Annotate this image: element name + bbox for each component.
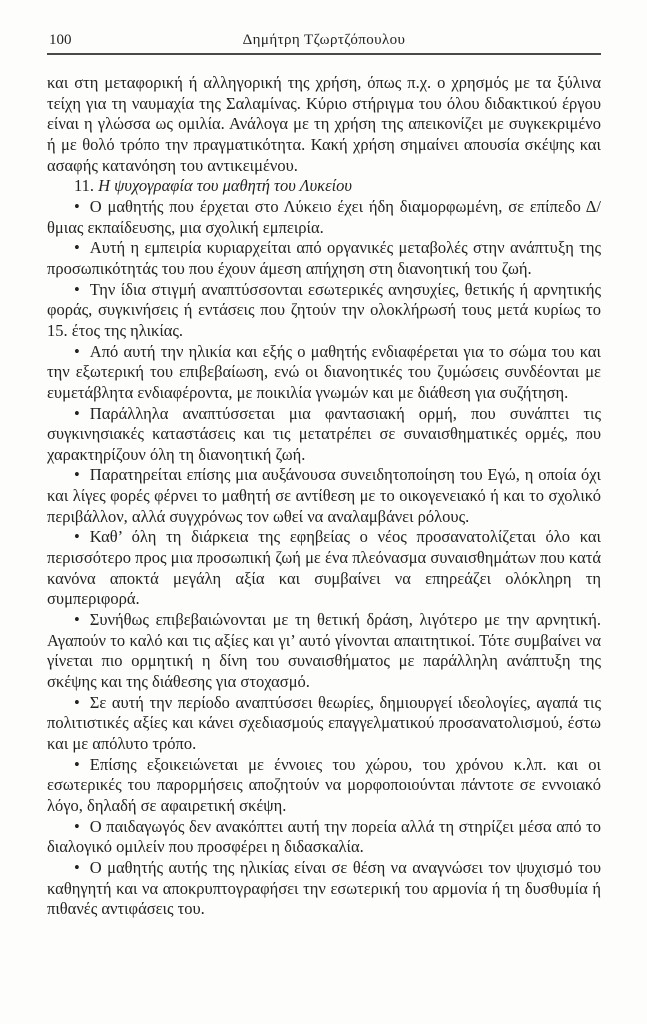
bullet-paragraph (47, 280, 601, 342)
bullet-icon: • (74, 754, 80, 774)
running-title: Δημήτρη Τζωρτζόπουλου (242, 32, 406, 48)
bullet-paragraph (47, 527, 601, 610)
bullet-icon: • (74, 341, 80, 361)
body-paragraph: και στη μεταφορική ή αλληγορική της χρήση, όπως π.χ. ο χρησμός με τα ξύλινα τείχη για τη ναυμαχία της Σαλαμίνας. Κύριο στήριγμα του όλου διδακτικού έργου είναι η γλώσσα ως ομιλία. Ανάλογα με τη χρήση της απεικονίζει με συγκεκριμένο ή με θολό τρόπο την πραγματικότητα. Κακή χρήση σημαίνει απουσία σκέψης και ασαφής κατανόηση του αντικειμένου. (47, 73, 601, 175)
header-rule (47, 53, 601, 55)
bullet-icon: • (74, 692, 80, 712)
bullet-paragraph (47, 755, 601, 817)
page-number: 100 (49, 32, 72, 48)
bullet-text: Επίσης εξοικειώνεται με έννοιες του χώρου, του χρόνου κ.λπ. και οι εσωτερικές του παρορμήσεις αποζητούν να μορφοποιούνται πάντοτε σε εννοιακό λόγο, δηλαδή σε αφαιρετική σκέψη. (47, 754, 601, 815)
bullet-text: Ο μαθητής αυτής της ηλικίας είναι σε θέση να αναγνώσει τον ψυχισμό του καθηγητή και να αποκρυπτογραφήσει την εσωτερική του αρμονία ή τη δυσθυμία ή πιθανές αντιφάσεις του. (47, 857, 601, 919)
bullet-text: Από αυτή την ηλικία και εξής ο μαθητής ενδιαφέρεται για το σώμα του και την εξωτερική του επιβεβαίωση, ενώ οι διανοητικές του ζυμώσεις συνδέονται με ευμετάβλητα ενδιαφέροντα, με ποικιλία γνωμών και με διάθεση για συζήτηση. (47, 341, 601, 402)
bullet-text: Αυτή η εμπειρία κυριαρχείται από οργανικές μεταβολές στην ανάπτυξη της προσωπικότητάς του που έχουν άμεση απήχηση στη διανοητική του ζωή. (47, 238, 601, 278)
bullet-text: Συνήθως επιβεβαιώνονται με τη θετική δράση, λιγότερο με την αρνητική. Αγαπούν το καλό και τις αξίες και γι’ αυτό γίνονται απαιτητικοί. Τότε συμβαίνει να γίνεται πιο ορμητική η δίνη του συναισθήματος με παράλληλη ανάπτυξη της σκέψης και της διάθεσης για στοχασμό. (47, 610, 601, 692)
bullet-icon: • (74, 857, 80, 877)
section-heading (47, 176, 601, 197)
bullet-paragraph (47, 693, 601, 755)
bullet-icon: • (74, 610, 80, 630)
bullet-paragraph (47, 342, 601, 404)
bullet-text: Σε αυτή την περίοδο αναπτύσσει θεωρίες, δημιουργεί ιδεολογίες, αγαπά τις πολιτιστικές αξίες και κάνει σχεδιασμούς επαγγελματικού προσανατολισμού, έστω και με απόλυτο τρόπο. (47, 692, 601, 753)
bullet-text: Ο παιδαγωγός δεν ανακόπτει αυτή την πορεία αλλά τη στηρίζει μέσα από το διαλογικό ομιλείν που προσφέρει η διδασκαλία. (47, 816, 601, 857)
bullet-icon: • (74, 465, 80, 485)
bullet-text: Ο μαθητής που έρχεται στο Λύκειο έχει ήδη διαμορφωμένη, σε επίπεδο Δ/θμιας εκπαίδευσης, μια σχολική εμπειρία. (47, 196, 601, 237)
bullet-paragraph (47, 197, 601, 238)
bullet-paragraph (47, 404, 601, 466)
page-body (47, 73, 601, 920)
bullet-icon: • (74, 238, 80, 258)
bullet-icon: • (74, 279, 80, 299)
bullet-icon: • (74, 816, 80, 836)
bullet-paragraph (47, 238, 601, 279)
section-number: 11. (74, 176, 95, 196)
bullet-paragraph (47, 817, 601, 858)
bullet-icon: • (74, 527, 80, 547)
bullet-text: Την ίδια στιγμή αναπτύσσονται εσωτερικές ανησυχίες, θετικής ή αρνητικής φοράς, συγκινήσεις ή εντάσεις που ζητούν την ολοκλήρωσή τους μετά κυρίως το 15. έτος της ηλικίας. (47, 279, 601, 340)
bullet-paragraph (47, 858, 601, 920)
bullet-icon: • (74, 403, 80, 423)
bullet-text: Παράλληλα αναπτύσσεται μια φαντασιακή ορμή, που συνάπτει τις συγκινησιακές καταστάσεις και τις μετατρέπει σε συναισθηματικές ορμές, που χαρακτηρίζουν όλη τη διανοητική ζωή. (47, 403, 601, 464)
bullet-text: Παρατηρείται επίσης μια αυξάνουσα συνειδητοποίηση του Εγώ, η οποία όχι και λίγες φορές φέρνει το μαθητή σε αντίθεση με το οικογενειακό ή και το σχολικό περιβάλλον, αλλά συγχρόνως τον ωθεί να αναλαμβάνει ρόλους. (47, 465, 601, 526)
section-title: Η ψυχογραφία του μαθητή του Λυκείου (98, 176, 352, 196)
bullet-paragraph (47, 465, 601, 527)
bullet-icon: • (74, 196, 80, 216)
page-header (47, 32, 601, 52)
bullet-text: Καθ’ όλη τη διάρκεια της εφηβείας ο νέος προσανατολίζεται όλο και περισσότερο προς μια προσωπική ζωή με ένα πλεόνασμα συναισθημάτων που κατά κανόνα αποκτά μεγάλη αξία και συμβαίνει να επηρεάζει ολόκληρη τη συμπεριφορά. (47, 527, 601, 609)
bullet-paragraph (47, 610, 601, 693)
